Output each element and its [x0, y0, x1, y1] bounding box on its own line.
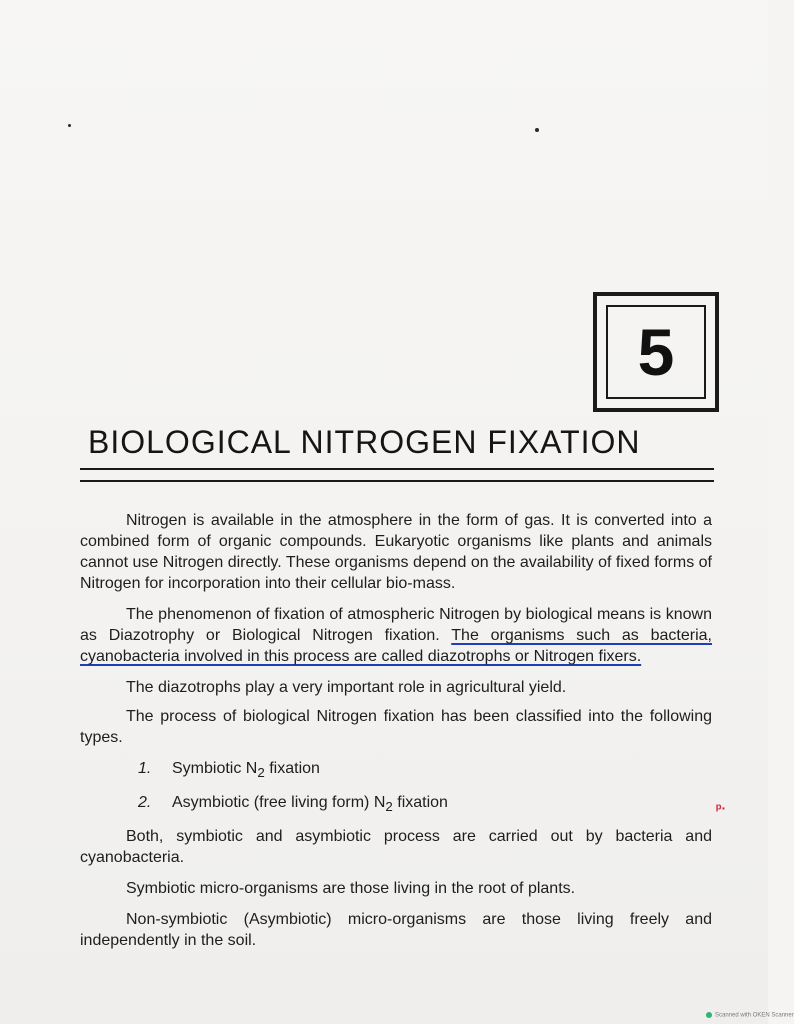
chapter-number-box-inner	[606, 305, 706, 399]
paragraph-diazotrophy-text: The phenomenon of fixation of atmospheric Nitrogen by biological means is known as Diazotrophy or Biological Nitrogen fixation.	[80, 606, 712, 644]
handwritten-underline-text: The organisms such as bacteria, cyanobacteria involved in this process are called diazotrophs or Nitrogen fixers.	[80, 627, 713, 665]
list-text	[172, 792, 448, 817]
list-item	[138, 758, 712, 783]
subscript: 2	[257, 765, 265, 781]
list-number: 2.	[138, 794, 152, 812]
title-rule-top	[80, 468, 714, 470]
paragraph-role: The diazotrophs play a very important role in agricultural yield.	[126, 679, 567, 696]
list-item	[138, 792, 712, 817]
list-text-main: Asymbiotic (free living form) N	[172, 794, 386, 812]
list-text-main: Symbiotic N	[172, 760, 258, 777]
subscript: 2	[385, 799, 393, 815]
paragraph-diazotrophy	[80, 604, 712, 667]
list-number: 1.	[138, 760, 152, 777]
chapter-body	[80, 510, 712, 961]
list-text	[172, 758, 320, 783]
list-text-tail: fixation	[392, 794, 448, 812]
paragraph-both-processes: Both, symbiotic and asymbiotic process are carried out by bacteria and cyanobacteria.	[80, 828, 712, 867]
handwritten-margin-mark: ᵖ·	[716, 800, 727, 816]
scanner-stamp	[706, 1012, 794, 1019]
chapter-number: 5	[637, 315, 675, 389]
paragraph-classification: The process of biological Nitrogen fixation has been classified into the following types.	[80, 708, 712, 746]
ink-speck	[535, 128, 539, 132]
chapter-number-box	[593, 292, 719, 412]
paragraph-symbiotic: Symbiotic micro-organisms are those living in the root of plants.	[126, 880, 576, 898]
paragraph-non-symbiotic: Non-symbiotic (Asymbiotic) micro-organisms are those living freely and independently in the soil.	[80, 911, 712, 950]
title-rule-bottom	[80, 480, 714, 482]
scanner-logo-icon	[706, 1012, 712, 1018]
paragraph-intro: Nitrogen is available in the atmosphere in the form of gas. It is converted into a combined form of organic compounds. Eukaryotic organisms like plants and animals cannot use Nitrogen directly. These organisms depend on the availability of fixed forms of Nitrogen for incorporation into their cellular bio-mass.	[80, 512, 712, 592]
chapter-title: BIOLOGICAL NITROGEN FIXATION	[88, 424, 641, 460]
list-text-tail: fixation	[264, 760, 320, 777]
ink-speck	[68, 124, 71, 127]
scanner-stamp-text: Scanned with OKEN Scanner	[715, 1012, 794, 1019]
